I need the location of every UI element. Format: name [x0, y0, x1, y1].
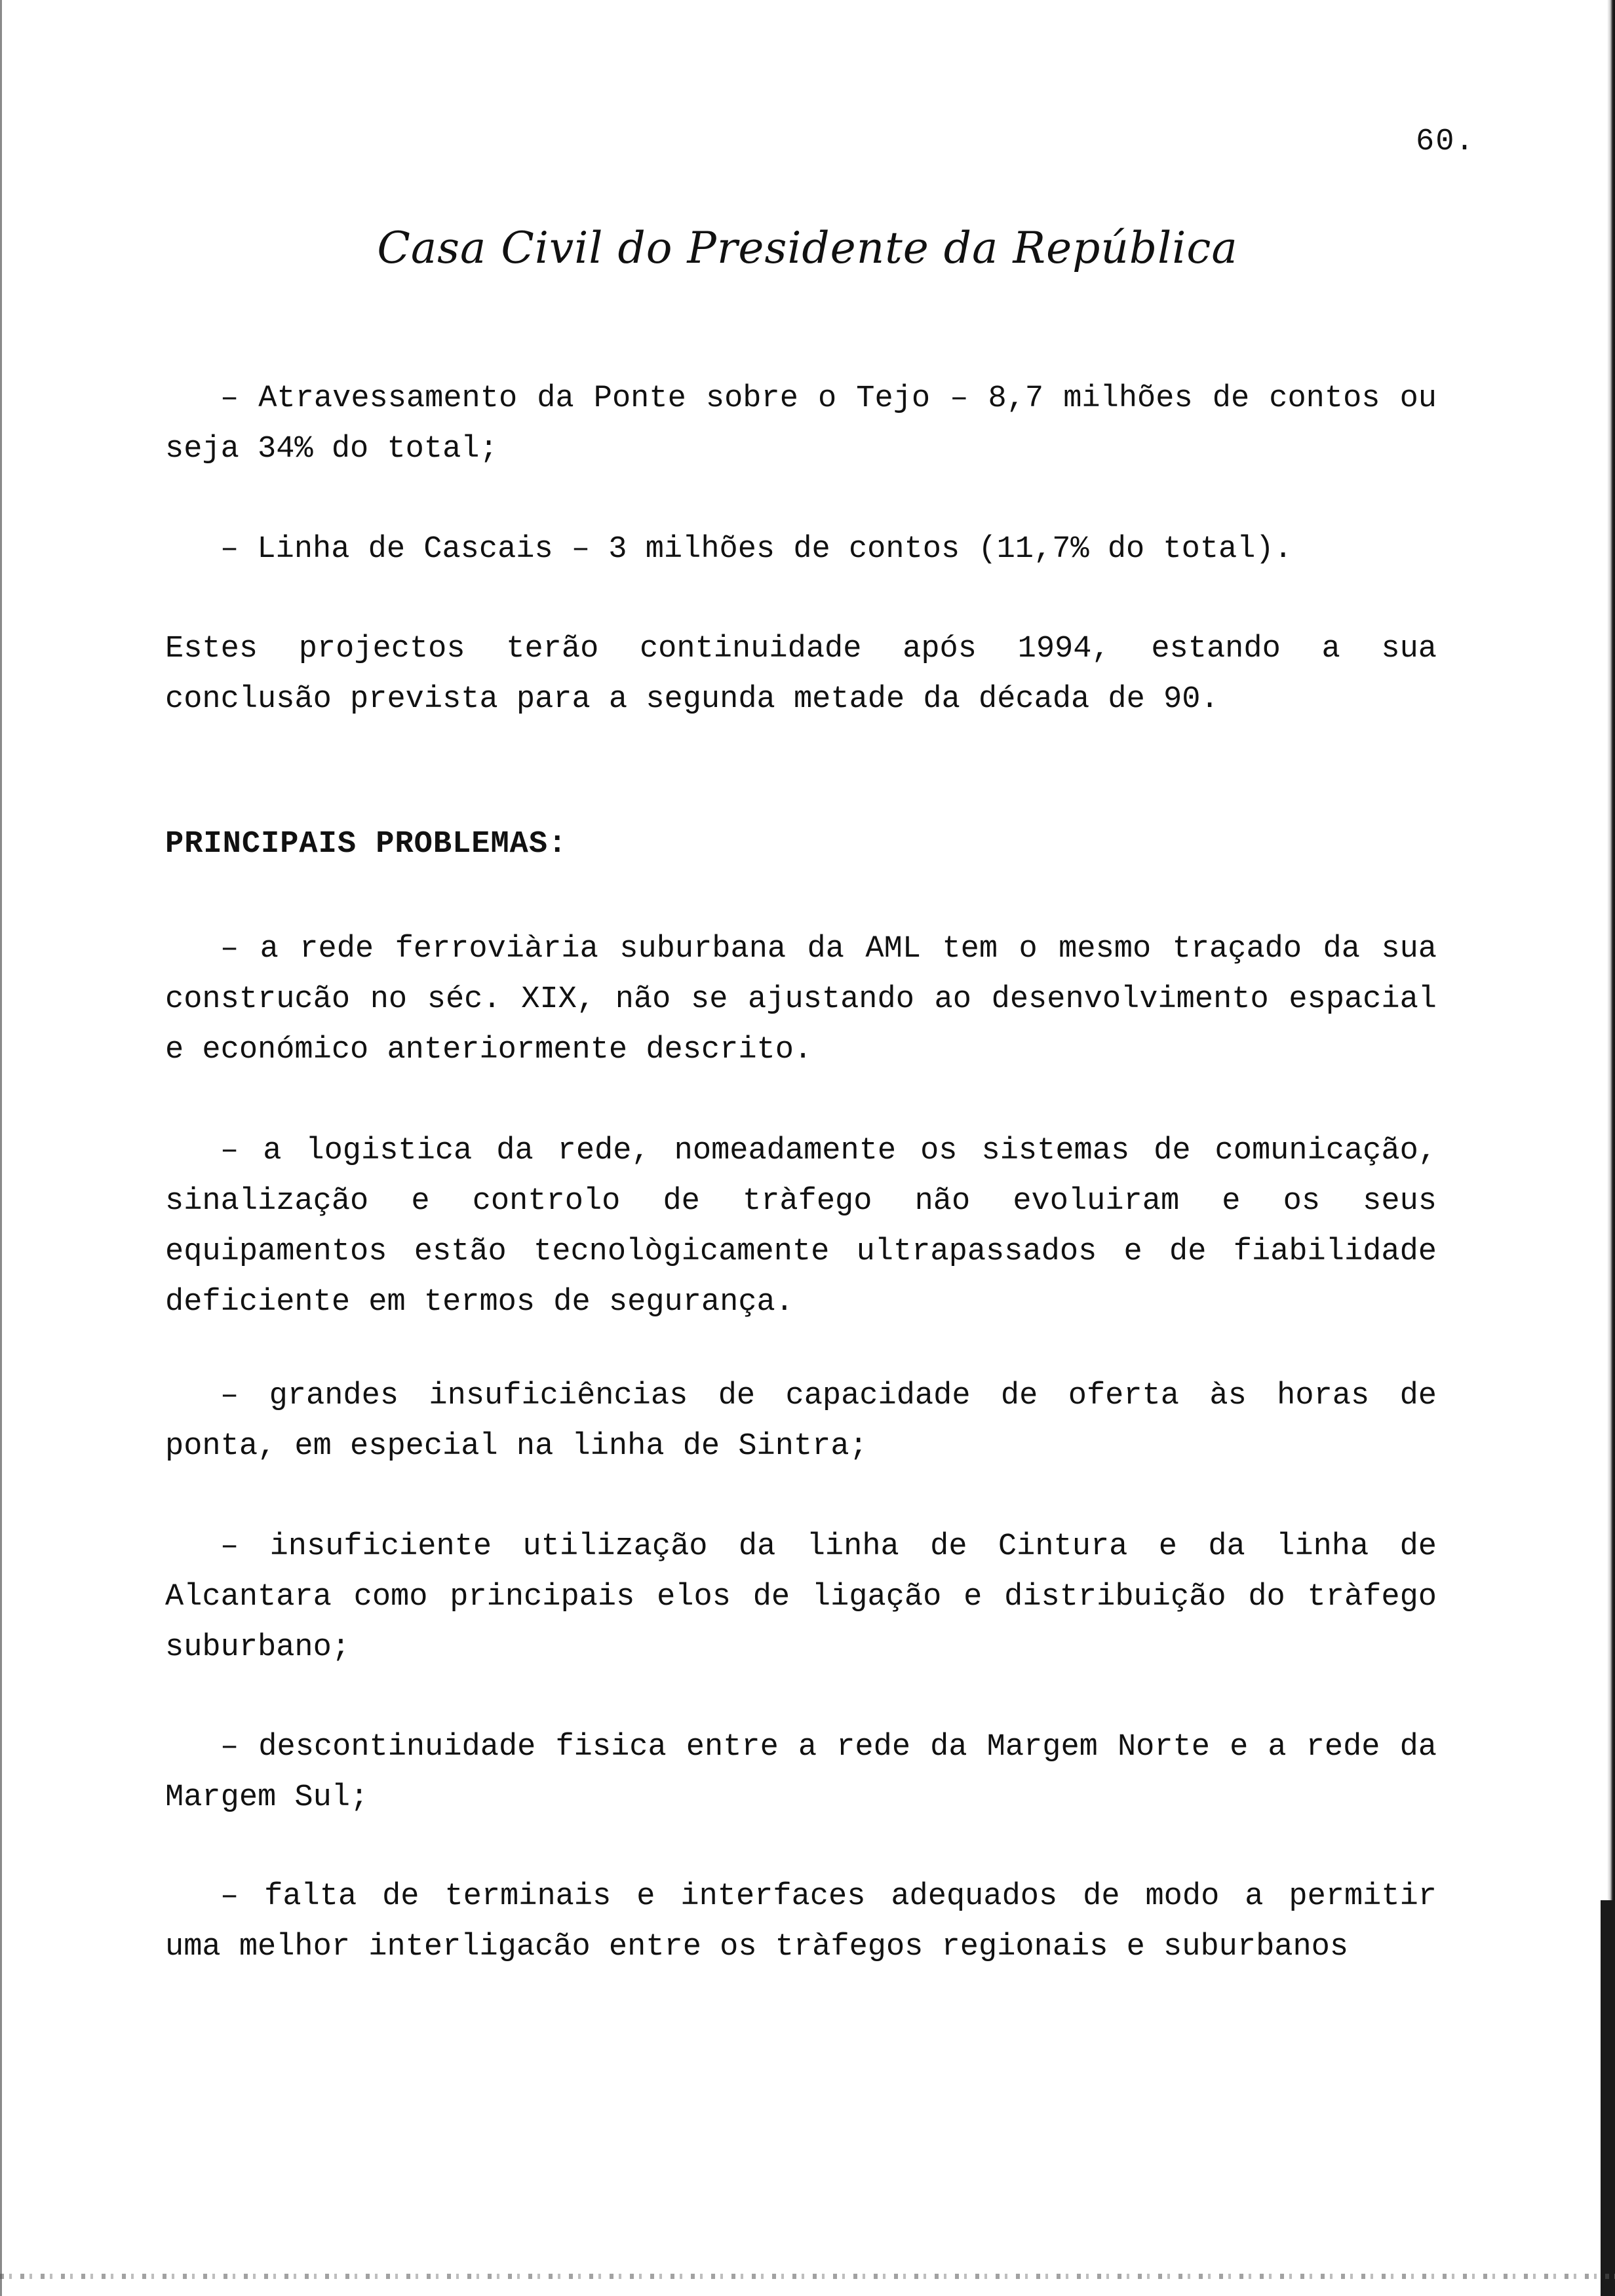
problem-item-6: – falta de terminais e interfaces adequados de modo a permitir uma melhor interligacão entre os tràfegos regionais e suburbanos — [165, 1879, 1456, 1964]
letterhead: Casa Civil do Presidente da República — [377, 223, 1238, 273]
scan-left-edge — [0, 0, 2, 2296]
paragraph-continuidade: Estes projectos terão continuidade após 1994, estando a sua conclusão prevista para a segunda metade da década de 90. — [165, 632, 1456, 717]
paragraph-ponte-tejo: – Atravessamento da Ponte sobre o Tejo – 8,7 milhões de contos ou seja 34% do total; — [165, 381, 1456, 467]
scan-right-edge-shadow — [1601, 1900, 1615, 2296]
problem-item-3: – grandes insuficiências de capacidade de oferta às horas de ponta, em especial na linha de Sintra; — [165, 1379, 1456, 1464]
paragraph-linha-cascais: – Linha de Cascais – 3 milhões de contos (11,7% do total). — [220, 532, 1293, 567]
problem-item-4: – insuficiente utilização da linha de Cintura e da linha de Alcantara como principais elos de ligação e distribuição do tràfego suburbano; — [165, 1529, 1456, 1665]
problem-item-2: – a logistica da rede, nomeadamente os sistemas de comunicação, sinalização e controlo de tràfego não evoluiram e os seus equipamentos estão tecnològicamente ultrapassados e de fiabilidade deficiente em termos de segurança. — [165, 1134, 1456, 1320]
scan-bottom-noise — [0, 2274, 1615, 2279]
problem-item-1: – a rede ferroviària suburbana da AML tem o mesmo traçado da sua construcão no séc. XIX, não se ajustando ao desenvolvimento espacial e económico anteriormente descrito. — [165, 932, 1456, 1067]
problem-item-5: – descontinuidade fisica entre a rede da Margem Norte e a rede da Margem Sul; — [165, 1730, 1456, 1815]
section-heading: PRINCIPAIS PROBLEMAS: — [165, 827, 568, 862]
page-number: 60. — [1416, 124, 1475, 159]
